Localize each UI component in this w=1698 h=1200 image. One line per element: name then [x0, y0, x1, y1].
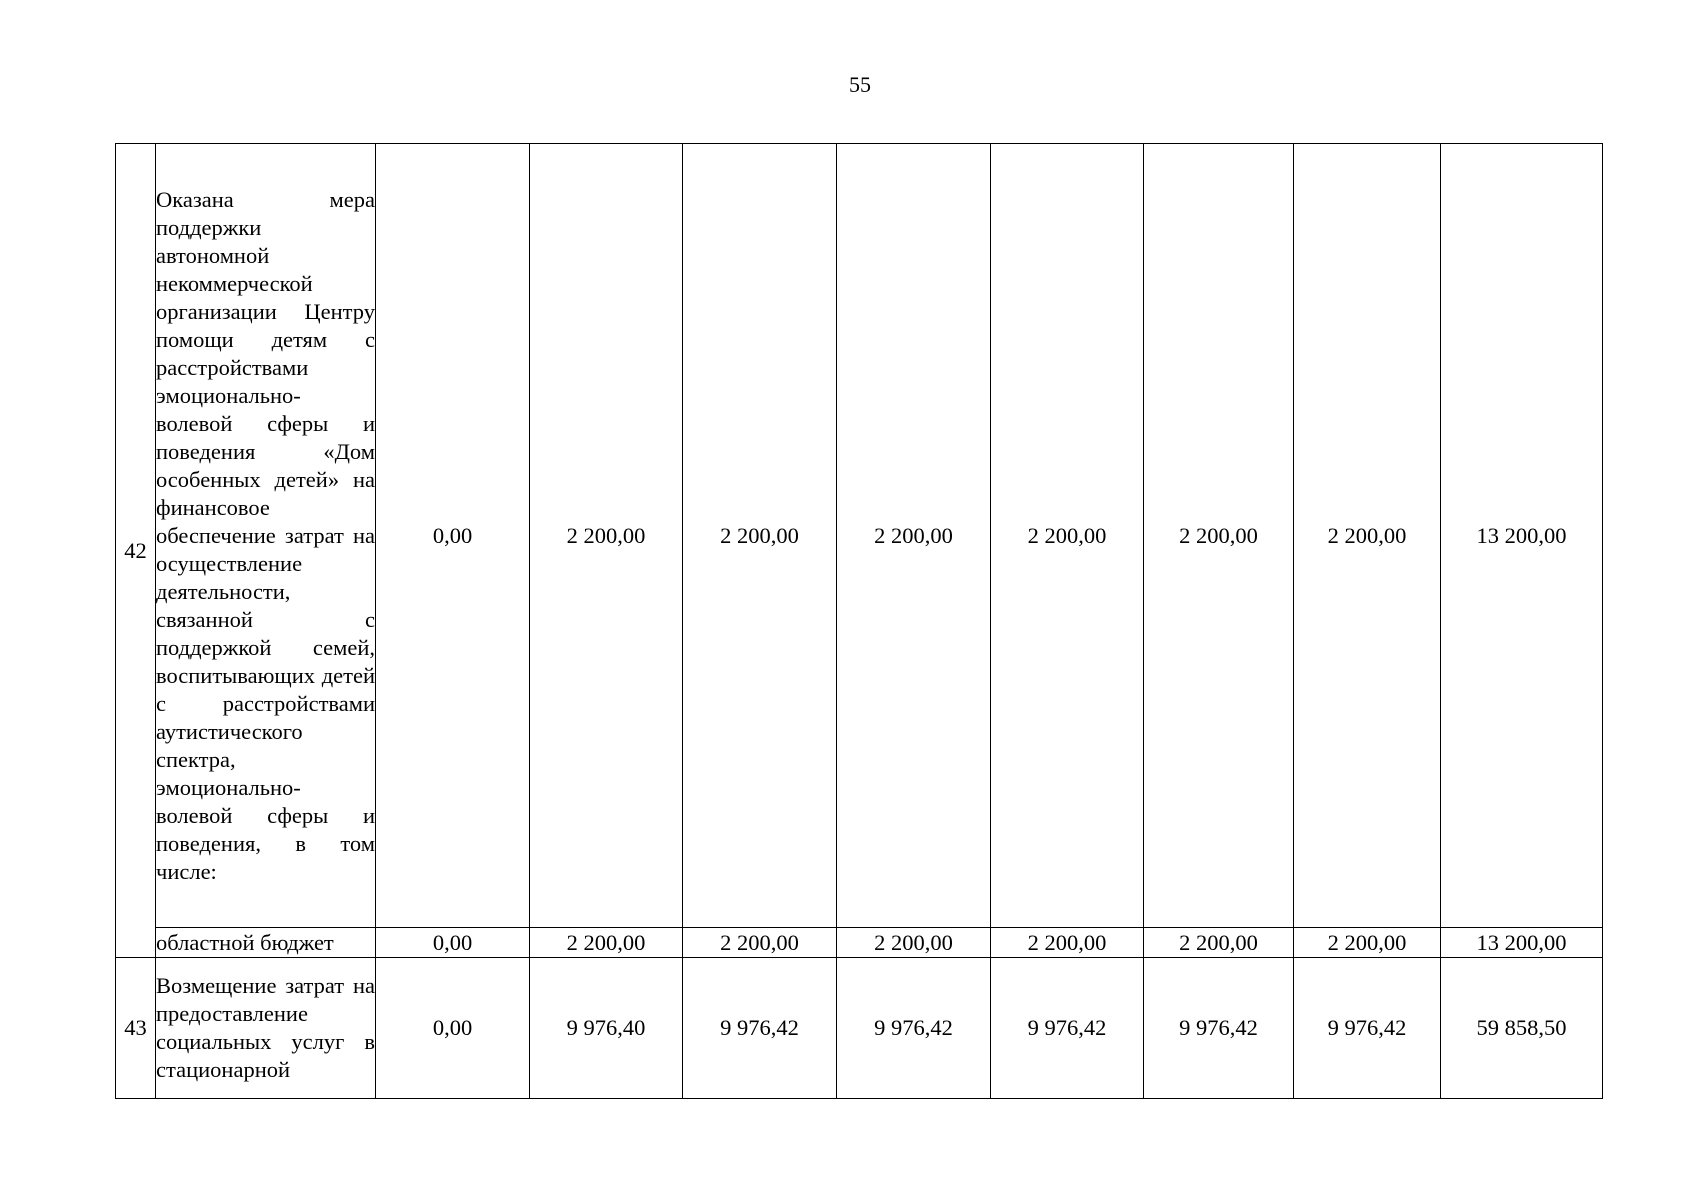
page-number: 55 [849, 72, 871, 97]
value-cell: 9 976,42 [837, 958, 991, 1099]
total-cell: 13 200,00 [1441, 144, 1603, 928]
budget-table [115, 143, 1603, 1099]
value-cell: 0,00 [376, 144, 530, 928]
value-cell: 2 200,00 [837, 144, 991, 928]
total-cell: 13 200,00 [1441, 928, 1603, 958]
row-description-text: Возмещение затрат на предоставление социальных услуг в стационарной [156, 973, 375, 1082]
table-row [116, 144, 1603, 928]
value-cell: 9 976,42 [1294, 958, 1441, 1099]
value-cell: 2 200,00 [530, 144, 683, 928]
value-cell: 9 976,42 [683, 958, 837, 1099]
value-cell: 9 976,42 [991, 958, 1144, 1099]
row-index: 42 [116, 144, 156, 958]
row-description [156, 144, 376, 928]
subrow-description: областной бюджет [156, 928, 376, 958]
value-cell: 2 200,00 [530, 928, 683, 958]
row-index: 43 [116, 958, 156, 1099]
value-cell: 9 976,42 [1144, 958, 1294, 1099]
total-cell: 59 858,50 [1441, 958, 1603, 1099]
row-description-text: Оказана мера поддержки автономной некоммерческой организации Центру помощи детям с расстройствами эмоционально-волевой сферы и поведения «Дом особенных детей» на финансовое обеспечение затрат на осуществление деятельности, связанной с поддержкой семей, воспитывающих детей с расстройствами аутистического спектра, эмоционально-волевой сферы и поведения, в том числе: [156, 186, 375, 884]
value-cell: 2 200,00 [1144, 144, 1294, 928]
value-cell: 2 200,00 [991, 928, 1144, 958]
value-cell: 2 200,00 [1294, 144, 1441, 928]
table-row [116, 958, 1603, 1099]
value-cell: 2 200,00 [683, 928, 837, 958]
value-cell: 0,00 [376, 958, 530, 1099]
table-subrow [116, 928, 1603, 958]
value-cell: 2 200,00 [683, 144, 837, 928]
value-cell: 2 200,00 [837, 928, 991, 958]
value-cell: 2 200,00 [991, 144, 1144, 928]
value-cell: 2 200,00 [1294, 928, 1441, 958]
value-cell: 9 976,40 [530, 958, 683, 1099]
value-cell: 0,00 [376, 928, 530, 958]
row-description [156, 958, 376, 1099]
value-cell: 2 200,00 [1144, 928, 1294, 958]
